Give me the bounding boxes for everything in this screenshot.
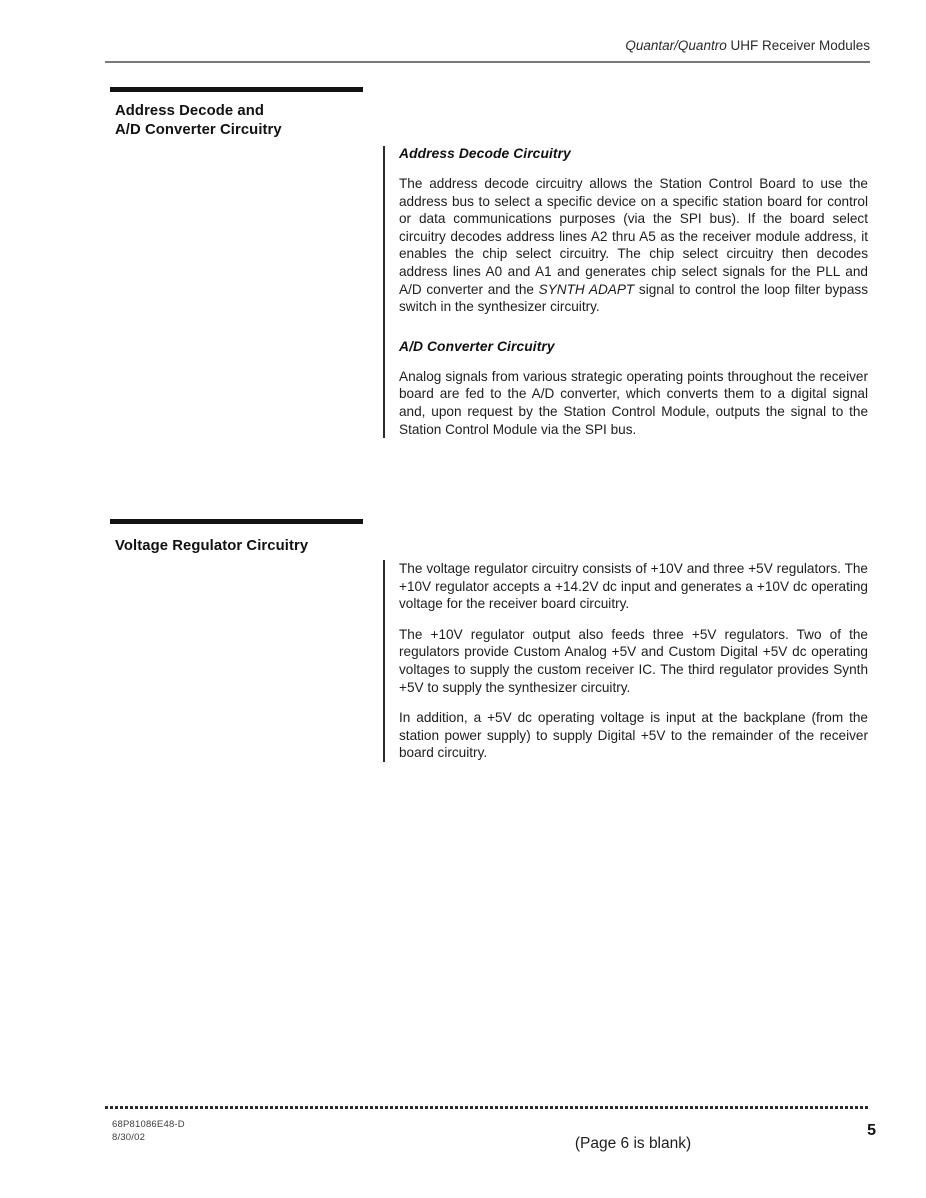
paragraph-address-decode bbox=[399, 175, 868, 316]
footer-page-number: 5 bbox=[867, 1122, 876, 1139]
header-rule bbox=[105, 61, 870, 63]
paragraph-text: The address decode circuitry allows the Station Control Board to use the address bus to select a specific device on a specific station board for control or data communications purposes (via the SPI bus). If the board select circuitry decodes address lines A2 thru A5 as the receiver module address, it enables the chip select circuitry. The chip select circuitry then decodes address lines A0 and A1 and generates chip select signals for the PLL and A/D converter and the bbox=[399, 176, 868, 297]
section2-content bbox=[383, 560, 868, 762]
section1-rule-bar bbox=[110, 87, 363, 92]
header-product-name: Quantar/Quantro bbox=[625, 38, 727, 53]
footer-doc-number: 68P81086E48-D bbox=[112, 1119, 185, 1130]
section1-title-line2: A/D Converter Circuitry bbox=[115, 122, 282, 138]
footer-doc-block bbox=[112, 1118, 185, 1144]
paragraph-ad-converter: Analog signals from various strategic operating points throughout the receiver board are fed to the A/D converter, which converts them to a digital signal and, upon request by the Station Control Module, outputs the signal to the Station Control Module via the SPI bus. bbox=[399, 368, 868, 437]
section1-content bbox=[383, 146, 868, 438]
paragraph-voltage-reg-2: The +10V regulator output also feeds three +5V regulators. Two of the regulators provide Custom Analog +5V and Custom Digital +5V dc operating voltages to supply the custom receiver IC. The third regulator provides Synth +5V to supply the synthesizer circuitry. bbox=[399, 626, 868, 695]
signal-name-italic: SYNTH ADAPT bbox=[538, 281, 635, 297]
section2-rule-bar bbox=[110, 519, 363, 524]
paragraph-text: signal to control the loop filter bypass switch in the synthesizer circuitry. bbox=[399, 281, 868, 315]
section1-title bbox=[115, 102, 282, 140]
paragraph-voltage-reg-1: The voltage regulator circuitry consists of +10V and three +5V regulators. The +10V regulator accepts a +14.2V dc input and generates a +10V dc operating voltage for the receiver board circuitry. bbox=[399, 561, 868, 612]
header-title-rest: UHF Receiver Modules bbox=[726, 38, 870, 53]
section1-title-line1: Address Decode and bbox=[115, 103, 264, 119]
footer-blank-page-note: (Page 6 is blank) bbox=[574, 1135, 692, 1152]
footer-date: 8/30/02 bbox=[112, 1132, 146, 1143]
running-header bbox=[625, 38, 870, 53]
subsection-heading-ad-converter: A/D Converter Circuitry bbox=[399, 338, 555, 354]
footer-dashed-rule bbox=[105, 1106, 870, 1109]
paragraph-voltage-reg-3: In addition, a +5V dc operating voltage is input at the backplane (from the station power supply) to supply Digital +5V to the remainder of the receiver board circuitry. bbox=[399, 710, 868, 761]
section2-title: Voltage Regulator Circuitry bbox=[115, 538, 309, 554]
subsection-heading-address-decode: Address Decode Circuitry bbox=[399, 146, 571, 161]
